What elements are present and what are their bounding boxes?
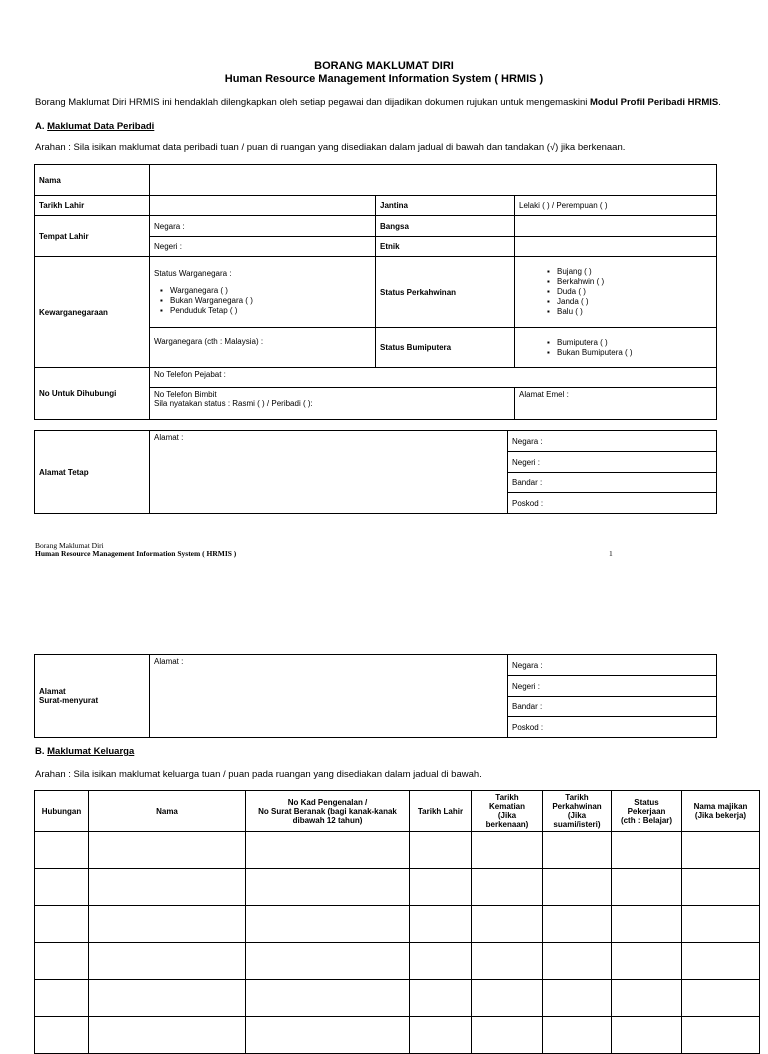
nama-field[interactable] — [150, 165, 717, 196]
jantina-options[interactable]: Lelaki ( ) / Perempuan ( ) — [515, 196, 717, 216]
bumiputera-options — [519, 338, 712, 358]
perkahwinan-options — [519, 267, 712, 317]
cell-status-pekerjaan[interactable] — [612, 980, 682, 1017]
col-nama-majikan: Nama majikan (Jika bekerja) — [682, 791, 760, 832]
cell-status-pekerjaan[interactable] — [612, 832, 682, 869]
cell-status-pekerjaan[interactable] — [612, 906, 682, 943]
alamat-surat-field[interactable]: Alamat : — [150, 655, 508, 738]
alamat-surat-bandar[interactable]: Bandar : — [508, 697, 717, 717]
col-hubungan: Hubungan — [35, 791, 89, 832]
alamat-tetap-negeri[interactable]: Negeri : — [508, 452, 717, 473]
cell-hubungan[interactable] — [35, 906, 89, 943]
footer-line1: Borang Maklumat Diri — [35, 541, 104, 550]
alamat-tetap-table — [34, 430, 717, 514]
alamat-tetap-bandar[interactable]: Bandar : — [508, 473, 717, 493]
footer-page-number: 1 — [609, 549, 613, 558]
cell-hubungan[interactable] — [35, 869, 89, 906]
cell-tarikh-perkahwinan[interactable] — [543, 906, 612, 943]
cell-status-pekerjaan[interactable] — [612, 1017, 682, 1054]
etnik-field[interactable] — [515, 237, 717, 257]
warganegara-options — [154, 286, 371, 316]
cell-no-kad[interactable] — [246, 832, 410, 869]
form-title: BORANG MAKLUMAT DIRI — [314, 60, 454, 72]
section-a-instruction: Arahan : Sila isikan maklumat data peribadi tuan / puan di ruangan yang disediakan dalam jadual di bawah dan tandakan (√) jika berkenaan. — [35, 142, 626, 153]
status-perkahwinan-label: Status Perkahwinan — [376, 257, 515, 328]
tempat-lahir-label: Tempat Lahir — [35, 216, 150, 257]
footer-line2: Human Resource Management Information System ( HRMIS ) — [35, 549, 237, 558]
status-perkahwinan-cell[interactable] — [515, 257, 717, 328]
section-b-prefix: B. — [35, 746, 45, 757]
cell-tarikh-perkahwinan[interactable] — [543, 980, 612, 1017]
cell-nama[interactable] — [89, 1017, 246, 1054]
alamat-surat-table — [34, 654, 717, 738]
col-nama: Nama — [89, 791, 246, 832]
section-a-heading — [35, 121, 154, 132]
personal-data-table — [34, 164, 717, 420]
alamat-surat-negara[interactable]: Negara : — [508, 655, 717, 676]
bujang-option[interactable]: ▪ Bujang ( ) — [557, 267, 712, 277]
section-b-heading — [35, 746, 134, 757]
alamat-surat-poskod[interactable]: Poskod : — [508, 717, 717, 738]
cell-nama[interactable] — [89, 869, 246, 906]
cell-tarikh-lahir[interactable] — [410, 980, 472, 1017]
warganegara-option[interactable]: ▪ Warganegara ( ) — [170, 286, 371, 296]
table-row — [35, 980, 760, 1017]
cell-nama[interactable] — [89, 832, 246, 869]
duda-option[interactable]: ▪ Duda ( ) — [557, 287, 712, 297]
table-row — [35, 869, 760, 906]
cell-tarikh-perkahwinan[interactable] — [543, 832, 612, 869]
cell-no-kad[interactable] — [246, 980, 410, 1017]
table-row — [35, 1017, 760, 1054]
cell-tarikh-kematian[interactable] — [472, 943, 543, 980]
cell-hubungan[interactable] — [35, 832, 89, 869]
cell-status-pekerjaan[interactable] — [612, 943, 682, 980]
intro-text-main: Borang Maklumat Diri HRMIS ini hendaklah dilengkapkan oleh setiap pegawai dan dijadikan dokumen rujukan untuk mengemaskini — [35, 97, 591, 108]
cell-no-kad[interactable] — [246, 1017, 410, 1054]
cell-nama-majikan[interactable] — [682, 832, 760, 869]
col-status-pekerjaan: Status Pekerjaan (cth : Belajar) — [612, 791, 682, 832]
cell-status-pekerjaan[interactable] — [612, 869, 682, 906]
section-a-prefix: A. — [35, 121, 45, 132]
etnik-label: Etnik — [376, 237, 515, 257]
form-subtitle: Human Resource Management Information System ( HRMIS ) — [224, 73, 544, 85]
bangsa-label: Bangsa — [376, 216, 515, 237]
cell-nama-majikan[interactable] — [682, 906, 760, 943]
cell-nama-majikan[interactable] — [682, 980, 760, 1017]
cell-tarikh-kematian[interactable] — [472, 869, 543, 906]
col-tarikh-perkahwinan: Tarikh Perkahwinan (Jika suami/isteri) — [543, 791, 612, 832]
section-a-title: Maklumat Data Peribadi — [47, 121, 155, 132]
no-dihubungi-label: No Untuk Dihubungi — [35, 368, 150, 420]
cell-no-kad[interactable] — [246, 906, 410, 943]
cell-no-kad[interactable] — [246, 943, 410, 980]
status-bumiputera-cell[interactable] — [515, 328, 717, 368]
section-b-instruction: Arahan : Sila isikan maklumat keluarga tuan / puan pada ruangan yang disediakan dalam jadual di bawah. — [35, 769, 482, 780]
tel-status-label: Sila nyatakan status : Rasmi ( ) / Peribadi ( ): — [154, 399, 313, 408]
status-warganegara-cell[interactable] — [150, 257, 376, 328]
col-tarikh-kematian: Tarikh Kematian (Jika berkenaan) — [472, 791, 543, 832]
status-warganegara-label: Status Warganegara : — [154, 268, 232, 278]
alamat-tetap-poskod[interactable]: Poskod : — [508, 493, 717, 514]
table-row — [35, 943, 760, 980]
bukan-warganegara-option[interactable]: ▪ Bukan Warganegara ( ) — [170, 296, 371, 306]
intro-text-end: . — [718, 97, 721, 108]
cell-nama[interactable] — [89, 980, 246, 1017]
cell-nama-majikan[interactable] — [682, 869, 760, 906]
cell-hubungan[interactable] — [35, 980, 89, 1017]
cell-nama-majikan[interactable] — [682, 1017, 760, 1054]
penduduk-tetap-option[interactable]: ▪ Penduduk Tetap ( ) — [170, 306, 371, 316]
intro-text-bold: Modul Profil Peribadi HRMIS — [590, 97, 719, 108]
cell-tarikh-kematian[interactable] — [472, 980, 543, 1017]
warganegara-cth-field[interactable]: Warganegara (cth : Malaysia) : — [150, 328, 376, 368]
alamat-surat-label — [35, 655, 150, 738]
alamat-emel-field[interactable]: Alamat Emel : — [515, 388, 717, 420]
cell-tarikh-kematian[interactable] — [472, 832, 543, 869]
negeri-lahir-field[interactable]: Negeri : — [150, 237, 376, 257]
cell-hubungan[interactable] — [35, 943, 89, 980]
bukan-bumiputera-option[interactable]: ▪ Bukan Bumiputera ( ) — [557, 348, 712, 358]
family-table — [34, 790, 760, 1054]
cell-tarikh-lahir[interactable] — [410, 832, 472, 869]
cell-nama-majikan[interactable] — [682, 943, 760, 980]
alamat-tetap-field[interactable]: Alamat : — [150, 431, 508, 514]
col-tarikh-lahir: Tarikh Lahir — [410, 791, 472, 832]
cell-nama[interactable] — [89, 943, 246, 980]
table-row — [35, 906, 760, 943]
negara-lahir-field[interactable]: Negara : — [150, 216, 376, 237]
cell-tarikh-perkahwinan[interactable] — [543, 869, 612, 906]
bumiputera-option[interactable]: ▪ Bumiputera ( ) — [557, 338, 712, 348]
cell-nama[interactable] — [89, 906, 246, 943]
alamat-surat-label-2: Surat-menyurat — [39, 696, 99, 705]
tarikh-lahir-label: Tarikh Lahir — [35, 196, 150, 216]
alamat-surat-negeri[interactable]: Negeri : — [508, 676, 717, 697]
cell-tarikh-lahir[interactable] — [410, 1017, 472, 1054]
cell-tarikh-lahir[interactable] — [410, 943, 472, 980]
bangsa-field[interactable] — [515, 216, 717, 237]
col-no-kad: No Kad Pengenalan / No Surat Beranak (bagi kanak-kanak dibawah 12 tahun) — [246, 791, 410, 832]
jantina-label: Jantina — [376, 196, 515, 216]
cell-tarikh-kematian[interactable] — [472, 906, 543, 943]
cell-tarikh-perkahwinan[interactable] — [543, 1017, 612, 1054]
berkahwin-option[interactable]: ▪ Berkahwin ( ) — [557, 277, 712, 287]
alamat-surat-label-1: Alamat — [39, 687, 66, 696]
nama-label: Nama — [35, 165, 150, 196]
alamat-tetap-negara[interactable]: Negara : — [508, 431, 717, 452]
cell-no-kad[interactable] — [246, 869, 410, 906]
tarikh-lahir-field[interactable] — [150, 196, 376, 216]
kewarganegaraan-label: Kewarganegaraan — [35, 257, 150, 368]
cell-tarikh-lahir[interactable] — [410, 869, 472, 906]
cell-hubungan[interactable] — [35, 1017, 89, 1054]
tel-pejabat-field[interactable]: No Telefon Pejabat : — [150, 368, 717, 388]
status-bumiputera-label: Status Bumiputera — [376, 328, 515, 368]
cell-tarikh-perkahwinan[interactable] — [543, 943, 612, 980]
cell-tarikh-lahir[interactable] — [410, 906, 472, 943]
intro-text — [35, 97, 721, 108]
alamat-tetap-label: Alamat Tetap — [35, 431, 150, 514]
table-row — [35, 832, 760, 869]
janda-option[interactable]: ▪ Janda ( ) — [557, 297, 712, 307]
balu-option[interactable]: ▪ Balu ( ) — [557, 307, 712, 317]
cell-tarikh-kematian[interactable] — [472, 1017, 543, 1054]
tel-bimbit-field[interactable] — [150, 388, 515, 420]
tel-bimbit-label: No Telefon Bimbit — [154, 390, 217, 399]
section-b-title: Maklumat Keluarga — [47, 746, 135, 757]
